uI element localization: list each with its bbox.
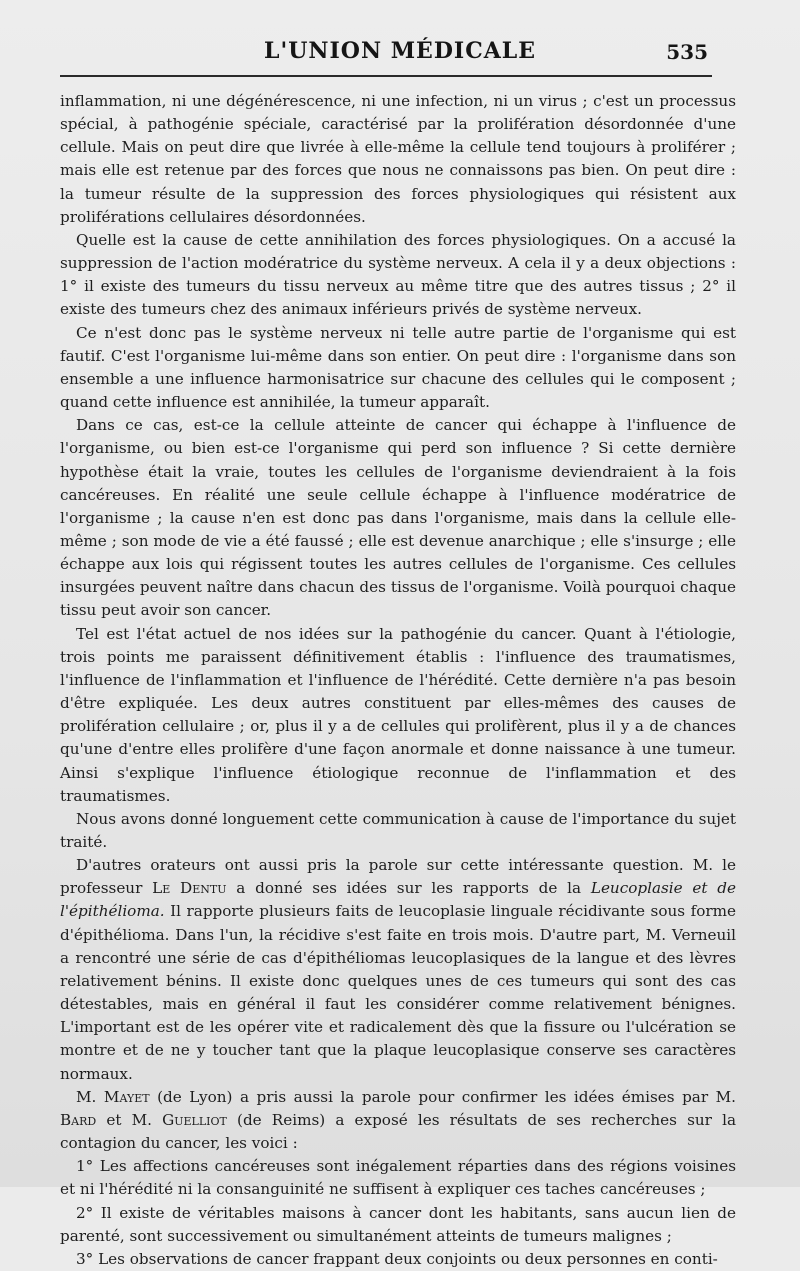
author-name-bard: Bard <box>60 1110 97 1129</box>
paragraph-7-text-a: D'autres orateurs ont aussi pris la parole sur cette intéressante question. M. le professeur <box>60 856 736 898</box>
paragraph-7-text-b: a donné ses idées sur les rapports de la <box>226 879 591 898</box>
paragraph-3: Ce n'est donc pas le système nerveux ni telle autre partie de l'organisme qui est fautif. C'est l'organisme lui-même dans son entier. On peut dire : l'organisme dans son ensemble a une influence harmonisatrice sur chacune des cellules qui le composent ; quand cette influence est annihilée, la tumeur apparaît. <box>60 323 736 412</box>
page-header <box>0 38 800 68</box>
paragraph-7 <box>60 854 736 1086</box>
paragraph-6: Nous avons donné longuement cette communication à cause de l'importance du sujet traité. <box>60 809 736 851</box>
paragraph-8 <box>60 1086 736 1155</box>
list-item-1: 1° Les affections cancéreuses sont inégalement réparties dans des régions voisines et ni l'hérédité ni la consanguinité ne suffisent à expliquer ces taches cancéreuses ; <box>60 1157 736 1199</box>
paragraph-8-text-d: (de Reims) a exposé les résultats de ses recherches sur la contagion du cancer, les voici : <box>60 1110 736 1153</box>
paragraph-7-text-c: Il rapporte plusieurs faits de leucoplasie linguale récidivante sous forme d'épithélioma. Dans l'un, la récidive s'est faite en trois mois. D'autre part, M. Verneuil a rencontré une série de cas d'épithéliomas leucoplasiques de la langue et des lèvres relativement bénins. Il existe donc quelques unes de ces tumeurs qui sont des cas détestables, mais en général il faut les considérer comme relativement bénignes. L'important est de les opérer vite et radicalement dès que la fissure ou l'ulcération se montre et de ne y toucher tant que la plaque leucoplasique conserve ses caractères normaux. <box>60 902 736 1083</box>
page-number: 535 <box>666 40 708 64</box>
header-rule <box>60 75 712 77</box>
paragraph-4: Dans ce cas, est-ce la cellule atteinte de cancer qui échappe à l'influence de l'organisme, ou bien est-ce l'organisme qui perd son influence ? Si cette dernière hypothèse était la vraie, toutes les cellules de l'organisme deviendraient à la fois cancéreuses. En réalité une seule cellule échappe à l'influence modératrice de l'organisme ; la cause n'en est donc pas dans l'organisme, mais dans la cellule elle-même ; son mode de vie a été faussé ; elle est devenue anarchique ; elle s'insurge ; elle échappe aux lois qui régissent toutes les autres cellules de l'organisme. Ces cellules insurgées peuvent naître dans chacun des tissus de l'organisme. Voilà pourquoi chaque tissu peut avoir son cancer. <box>60 416 736 620</box>
paper-title: Leucoplasie et de l'épithélioma. <box>60 879 736 921</box>
paragraph-5: Tel est l'état actuel de nos idées sur la pathogénie du cancer. Quant à l'étiologie, trois points me paraissent définitivement établis : l'influence des traumatismes, l'influence de l'inflammation et l'influence de l'hérédité. Cette dernière n'a pas besoin d'être expliquée. Les deux autres constituent par elles-mêmes des causes de prolifération cellulaire ; or, plus il y a de cellules qui prolifèrent, plus il y a de chances qu'une d'entre elles prolifère d'une façon anormale et donne naissance à une tumeur. Ainsi s'explique l'influence étiologique reconnue de l'inflammation et des traumatismes. <box>60 624 736 805</box>
body-text <box>60 90 736 1271</box>
paragraph-8-text-b: (de Lyon) a pris aussi la parole pour confirmer les idées émises par M. <box>149 1087 736 1106</box>
list-item-3: 3° Les observations de cancer frappant deux conjoints ou deux personnes en conti- <box>76 1249 718 1268</box>
author-name-le-dentu: Le Dentu <box>152 879 227 898</box>
author-name-mayet: Mayet <box>103 1087 150 1106</box>
paragraph-1: inflammation, ni une dégénérescence, ni une infection, ni un virus ; c'est un processus spécial, à pathogénie spéciale, caractérisé par la prolifération désordonnée d'une cellule. Mais on peut dire que livrée à elle-même la cellule tend toujours à proliférer ; mais elle est retenue par des forces que nous ne connaissons pas bien. On peut dire : la tumeur résulte de la suppression des forces physiologiques qui résistent aux proliférations cellulaires désordonnées. <box>60 92 736 226</box>
author-name-guelliot: Guelliot <box>162 1110 227 1129</box>
paragraph-2: Quelle est la cause de cette annihilation des forces physiologiques. On a accusé la suppression de l'action modératrice du système nerveux. A cela il y a deux objections : 1° il existe des tumeurs du tissu nerveux au même titre que des autres tissus ; 2° il existe des tumeurs chez des animaux inférieurs privés de système nerveux. <box>60 230 736 319</box>
journal-title: L'UNION MÉDICALE <box>263 38 537 64</box>
paragraph-8-text-a: M. <box>76 1087 104 1106</box>
list-item-2: 2° Il existe de véritables maisons à cancer dont les habitants, sans aucun lien de parenté, sont successivement ou simultanément atteints de tumeurs malignes ; <box>60 1203 736 1245</box>
paragraph-8-text-c: et M. <box>96 1110 163 1129</box>
